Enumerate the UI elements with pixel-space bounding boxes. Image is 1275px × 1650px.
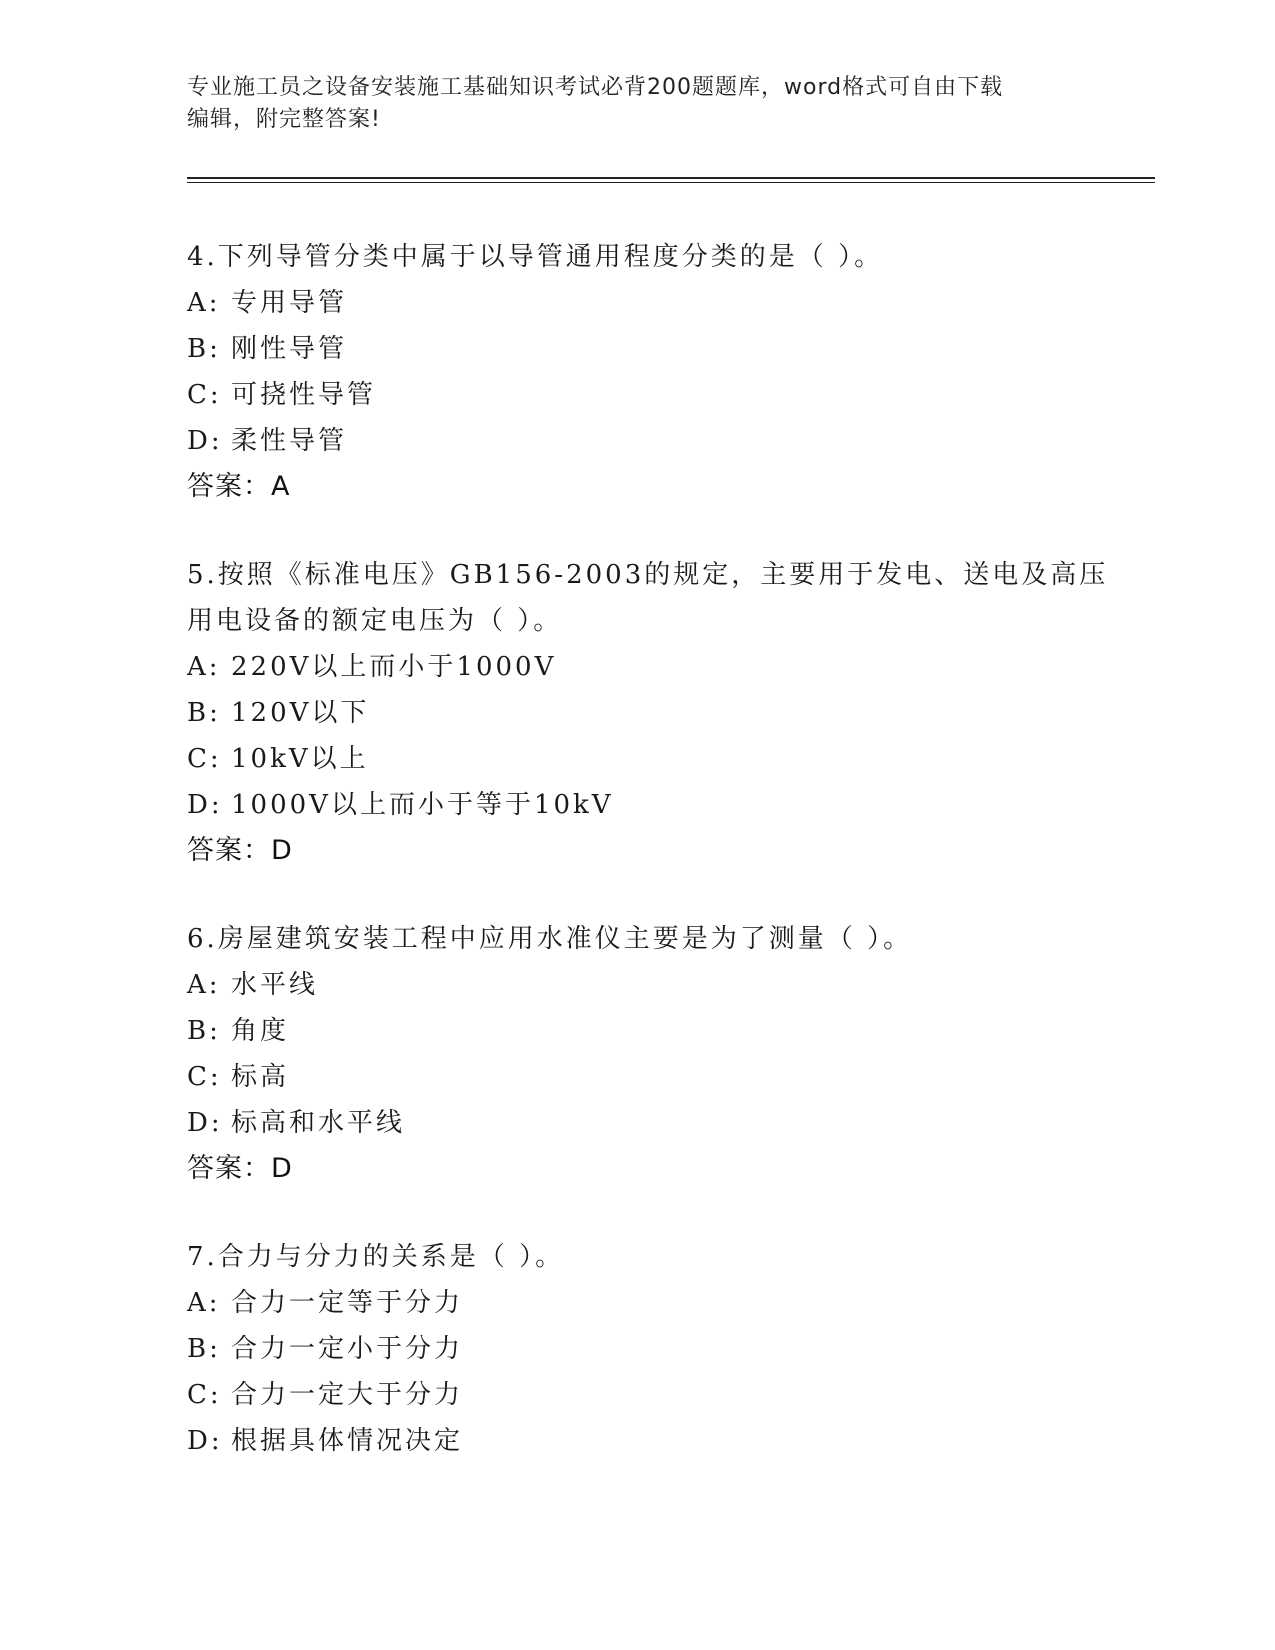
option-text: 刚性导管: [231, 334, 348, 364]
option-text: 合力一定小于分力: [231, 1334, 464, 1364]
option-text: 水平线: [231, 970, 319, 1000]
header-divider-thin: [187, 182, 1155, 183]
option-text: 标高和水平线: [231, 1108, 406, 1138]
option-key: A:: [187, 1288, 221, 1318]
option-text: 1000V以上而小于等于10kV: [231, 790, 614, 820]
option-d: [187, 1418, 1087, 1464]
option-a: [187, 644, 1087, 690]
option-text: 合力一定大于分力: [231, 1380, 464, 1410]
option-a: [187, 962, 1087, 1008]
answer-line: 答案：A: [187, 471, 291, 502]
header-divider-thick: [187, 177, 1155, 179]
header-line-1: 专业施工员之设备安装施工基础知识考试必背200题题库，word格式可自由下载: [187, 75, 1004, 100]
question-stem: 6.房屋建筑安装工程中应用水准仪主要是为了测量（ ）。: [187, 924, 913, 954]
question-6: [187, 916, 1087, 1192]
option-text: 可挠性导管: [231, 380, 377, 410]
option-text: 角度: [231, 1016, 290, 1046]
answer-line: 答案：D: [187, 835, 293, 866]
option-c: [187, 1372, 1087, 1418]
option-b: [187, 1326, 1087, 1372]
document-header: [187, 72, 1067, 136]
answer-line: 答案：D: [187, 1153, 293, 1184]
option-key: A:: [187, 288, 221, 318]
option-text: 220V以上而小于1000V: [231, 652, 557, 682]
option-c: [187, 372, 1087, 418]
option-key: D:: [187, 426, 223, 456]
option-key: A:: [187, 652, 221, 682]
option-key: B:: [187, 1334, 221, 1364]
question-stem-continued: 用电设备的额定电压为（ ）。: [187, 606, 563, 636]
option-key: B:: [187, 1016, 221, 1046]
option-text: 标高: [231, 1062, 290, 1092]
option-key: D:: [187, 1426, 223, 1456]
option-key: D:: [187, 1108, 223, 1138]
option-key: C:: [187, 1380, 222, 1410]
option-text: 专用导管: [231, 288, 348, 318]
option-d: [187, 418, 1087, 464]
option-c: [187, 1054, 1087, 1100]
option-b: [187, 326, 1087, 372]
option-text: 柔性导管: [231, 426, 348, 456]
option-d: [187, 782, 1087, 828]
option-text: 120V以下: [231, 698, 370, 728]
option-key: C:: [187, 1062, 222, 1092]
option-text: 10kV以上: [231, 744, 369, 774]
question-4: [187, 234, 1087, 510]
option-key: B:: [187, 334, 221, 364]
question-stem: 5.按照《标准电压》GB156-2003的规定，主要用于发电、送电及高压: [187, 560, 1109, 590]
option-key: C:: [187, 380, 222, 410]
header-line-2: 编辑，附完整答案!: [187, 107, 381, 132]
option-c: [187, 736, 1087, 782]
question-stem: 7.合力与分力的关系是（ ）。: [187, 1242, 565, 1272]
option-key: C:: [187, 744, 222, 774]
question-stem: 4.下列导管分类中属于以导管通用程度分类的是（ ）。: [187, 242, 884, 272]
option-key: D:: [187, 790, 223, 820]
option-text: 根据具体情况决定: [231, 1426, 464, 1456]
option-b: [187, 690, 1087, 736]
option-text: 合力一定等于分力: [231, 1288, 464, 1318]
question-list: [187, 234, 1109, 1506]
option-key: B:: [187, 698, 221, 728]
option-b: [187, 1008, 1087, 1054]
question-7: [187, 1234, 1087, 1464]
option-d: [187, 1100, 1087, 1146]
option-a: [187, 280, 1087, 326]
option-a: [187, 1280, 1087, 1326]
question-5: [187, 552, 1109, 874]
option-key: A:: [187, 970, 221, 1000]
